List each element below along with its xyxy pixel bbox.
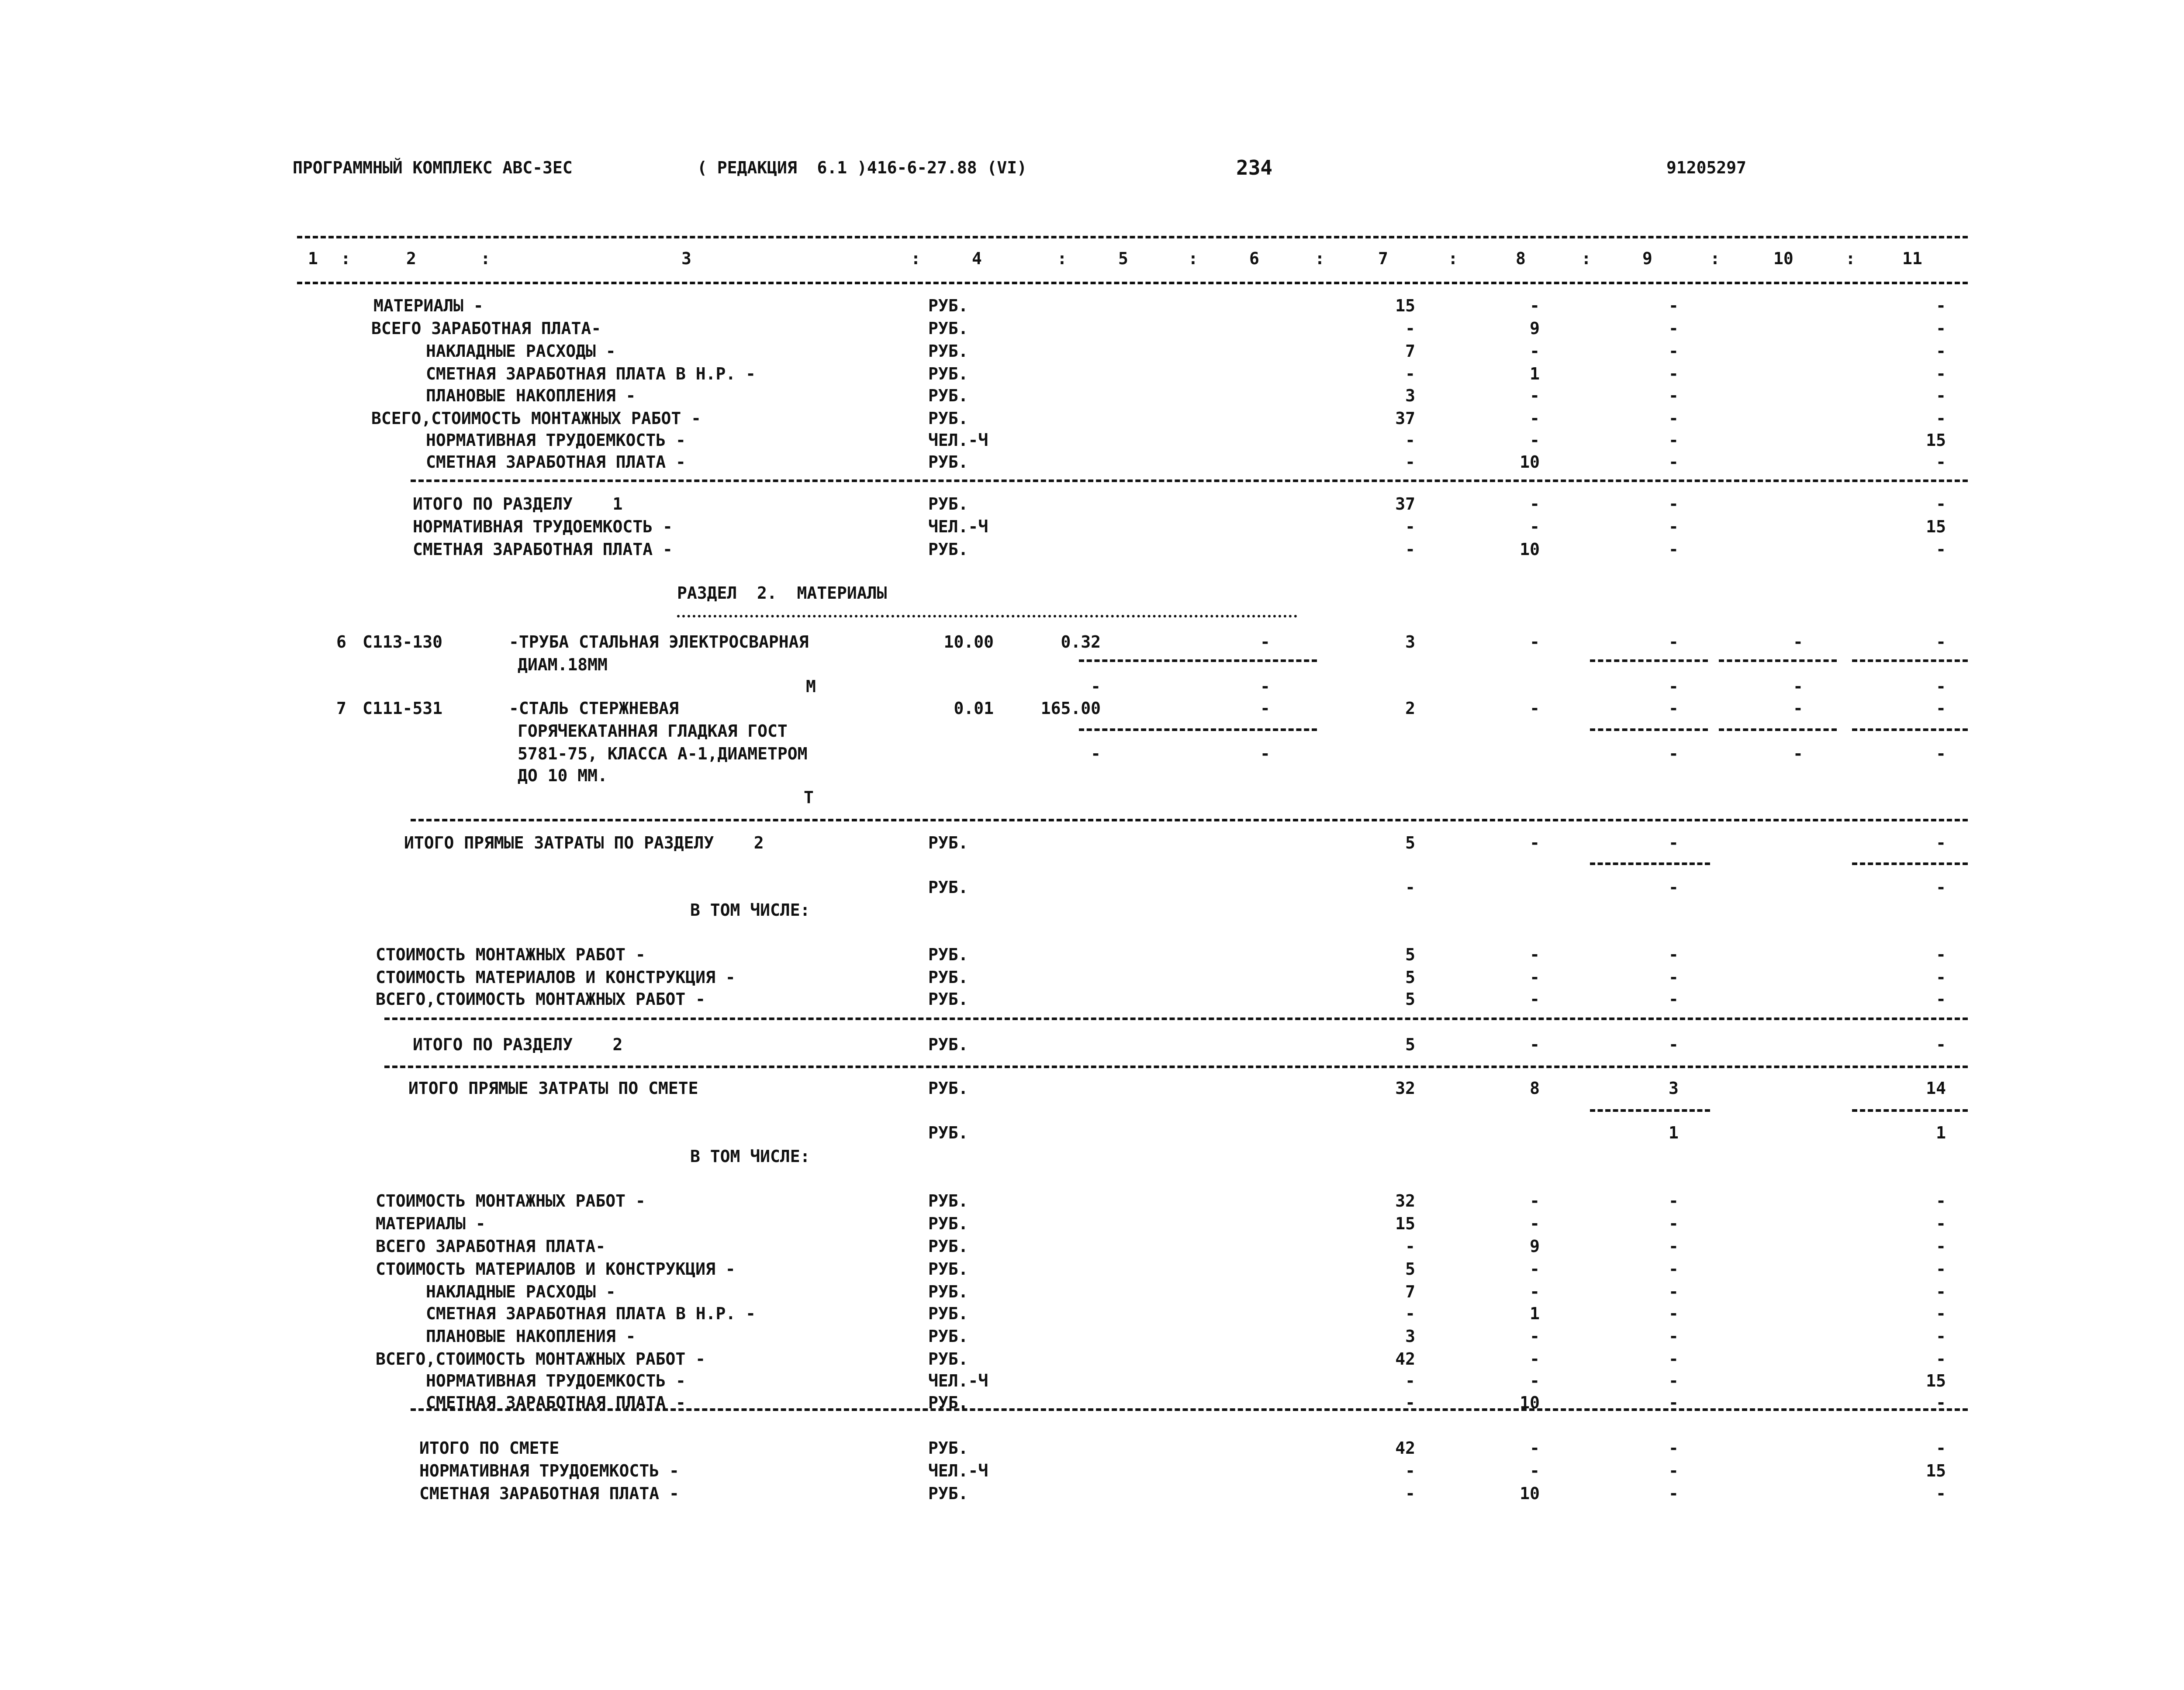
value-cell-c9: -: [1669, 1304, 1679, 1323]
value-cell-c11: -: [1936, 699, 1946, 718]
unit-cell: РУБ.: [928, 1035, 968, 1054]
row-label: СМЕТНАЯ ЗАРАБОТНАЯ ПЛАТА -: [426, 1393, 686, 1412]
value-cell-c9: -: [1669, 1484, 1679, 1503]
value-cell-c11: -: [1936, 1327, 1946, 1346]
subtotal-rule: [1590, 862, 1710, 865]
unit-cell: РУБ.: [928, 1191, 968, 1211]
value-cell-c7: -: [1405, 878, 1415, 897]
value-cell-c8: -: [1530, 632, 1540, 652]
value-cell-c7: 32: [1395, 1191, 1415, 1211]
unit-cell: ЧЕЛ.-Ч: [928, 1461, 988, 1480]
unit-cell: РУБ.: [928, 1123, 968, 1142]
value-cell-c11: 1: [1936, 1123, 1946, 1142]
value-cell-c11: 15: [1926, 517, 1946, 536]
value-cell-c8: -: [1530, 990, 1540, 1009]
subtotal-rule: [1852, 728, 1968, 731]
column-header-1: 1: [308, 249, 318, 268]
value-cell-c8: -: [1530, 1327, 1540, 1346]
row-label: М: [806, 677, 816, 696]
value-cell-c5: 165.00: [1040, 699, 1101, 718]
value-cell-c11: -: [1936, 878, 1946, 897]
column-header-4: 4: [972, 249, 982, 268]
row-label: ИТОГО ПРЯМЫЕ ЗАТРАТЫ ПО РАЗДЕЛУ 2: [404, 833, 764, 852]
value-cell-c9: -: [1669, 431, 1679, 450]
unit-cell: РУБ.: [928, 1438, 968, 1458]
value-cell-c8: 9: [1530, 1237, 1540, 1256]
section-underline: [677, 615, 1297, 617]
value-cell-c11: -: [1936, 341, 1946, 361]
subtotal-rule: [1590, 728, 1708, 731]
unit-cell: РУБ.: [928, 968, 968, 987]
value-cell-c8: -: [1530, 431, 1540, 450]
unit-cell: РУБ.: [928, 1393, 968, 1412]
unit-cell: РУБ.: [928, 1237, 968, 1256]
column-header-6: 6: [1249, 249, 1259, 268]
value-cell-c7: 5: [1405, 968, 1415, 987]
unit-cell: РУБ.: [928, 1259, 968, 1279]
table-rule: [297, 236, 1968, 238]
row-label: ДИАМ.18ММ: [518, 655, 608, 674]
value-cell-c7: -: [1405, 364, 1415, 383]
value-cell-c11: -: [1936, 296, 1946, 315]
value-cell-c7: 15: [1395, 296, 1415, 315]
subtotal-rule: [1852, 659, 1968, 662]
value-cell-c8: 10: [1520, 452, 1540, 472]
value-cell-c9: -: [1669, 1393, 1679, 1412]
column-header-8: 8: [1516, 249, 1526, 268]
unit-cell: РУБ.: [928, 1282, 968, 1301]
value-cell-c7: 5: [1405, 833, 1415, 852]
value-cell-c11: -: [1936, 833, 1946, 852]
value-cell-c11: -: [1936, 364, 1946, 383]
value-cell-c8: -: [1530, 494, 1540, 514]
value-cell-c7: -: [1405, 540, 1415, 559]
value-cell-c9: -: [1669, 1282, 1679, 1301]
unit-cell: РУБ.: [928, 341, 968, 361]
value-cell-c8: -: [1530, 517, 1540, 536]
column-separator: :: [1448, 249, 1458, 268]
row-label: ДО 10 ММ.: [518, 766, 608, 785]
position-number: 7: [336, 699, 346, 718]
value-cell-c8: -: [1530, 1191, 1540, 1211]
value-cell-c9: -: [1669, 1461, 1679, 1480]
unit-cell: РУБ.: [928, 990, 968, 1009]
value-cell-c8: -: [1530, 409, 1540, 428]
subtotal-rule: [1590, 659, 1708, 662]
value-cell-c9: -: [1669, 1191, 1679, 1211]
value-cell-c11: -: [1936, 1484, 1946, 1503]
value-cell-c11: -: [1936, 990, 1946, 1009]
unit-cell: РУБ.: [928, 945, 968, 964]
value-cell-c8: 10: [1520, 540, 1540, 559]
value-cell-c8: -: [1530, 1035, 1540, 1054]
value-cell-c6: -: [1260, 677, 1270, 696]
value-cell-c11: -: [1936, 968, 1946, 987]
value-cell-c8: -: [1530, 1371, 1540, 1390]
subtotal-rule: [1852, 862, 1968, 865]
value-cell-c7: -: [1405, 517, 1415, 536]
column-separator: :: [1710, 249, 1720, 268]
value-cell-c9: -: [1669, 364, 1679, 383]
column-separator: :: [1315, 249, 1325, 268]
value-cell-c9: -: [1669, 296, 1679, 315]
value-cell-c9: -: [1669, 540, 1679, 559]
value-cell-c11: 15: [1926, 1461, 1946, 1480]
document-code: 91205297: [1666, 158, 1747, 177]
value-cell-c11: -: [1936, 1214, 1946, 1233]
row-label: СТОИМОСТЬ МОНТАЖНЫХ РАБОТ -: [376, 1191, 646, 1211]
value-cell-c9: -: [1669, 744, 1679, 763]
row-label: СТОИМОСТЬ МАТЕРИАЛОВ И КОНСТРУКЦИЯ -: [376, 1259, 736, 1279]
value-cell-c5: 0.32: [1061, 632, 1101, 652]
value-cell-c11: -: [1936, 1282, 1946, 1301]
table-rule: [411, 819, 1968, 821]
row-label: НОРМАТИВНАЯ ТРУДОЕМКОСТЬ -: [419, 1461, 679, 1480]
value-cell-c7: -: [1405, 1484, 1415, 1503]
value-cell-c9: -: [1669, 1035, 1679, 1054]
row-label: СМЕТНАЯ ЗАРАБОТНАЯ ПЛАТА -: [413, 540, 673, 559]
value-cell-c9: -: [1669, 699, 1679, 718]
value-cell-c8: -: [1530, 1349, 1540, 1369]
row-label: В ТОМ ЧИСЛЕ:: [690, 1147, 810, 1166]
row-label: ГОРЯЧЕКАТАННАЯ ГЛАДКАЯ ГОСТ: [518, 721, 788, 741]
page-number: 234: [1236, 156, 1273, 179]
value-cell-c11: -: [1936, 452, 1946, 472]
value-cell-c11: -: [1936, 677, 1946, 696]
value-cell-c11: -: [1936, 494, 1946, 514]
subtotal-rule: [1719, 728, 1837, 731]
value-cell-c9: 3: [1669, 1079, 1679, 1098]
value-cell-c9: -: [1669, 494, 1679, 514]
row-label: ВСЕГО ЗАРАБОТНАЯ ПЛАТА-: [371, 319, 601, 338]
value-cell-c7: 15: [1395, 1214, 1415, 1233]
value-cell-c7: -: [1405, 1371, 1415, 1390]
unit-cell: РУБ.: [928, 878, 968, 897]
value-cell-c8: -: [1530, 296, 1540, 315]
value-cell-c9: -: [1669, 452, 1679, 472]
row-label: СТОИМОСТЬ МАТЕРИАЛОВ И КОНСТРУКЦИЯ -: [376, 968, 736, 987]
value-cell-c11: -: [1936, 945, 1946, 964]
subtotal-rule: [1079, 728, 1317, 731]
value-cell-c11: -: [1936, 540, 1946, 559]
unit-cell: РУБ.: [928, 1214, 968, 1233]
value-cell-c10: -: [1793, 744, 1803, 763]
value-cell-c11: -: [1936, 1438, 1946, 1458]
value-cell-c7: 37: [1395, 409, 1415, 428]
value-cell-c7: -: [1405, 1393, 1415, 1412]
value-cell-c7: 7: [1405, 1282, 1415, 1301]
unit-cell: РУБ.: [928, 833, 968, 852]
row-label: НАКЛАДНЫЕ РАСХОДЫ -: [426, 1282, 616, 1301]
row-label: -ТРУБА СТАЛЬНАЯ ЭЛЕКТРОСВАРНАЯ: [509, 632, 809, 652]
value-cell-c9: -: [1669, 517, 1679, 536]
table-rule: [411, 479, 1968, 482]
value-cell-c4: 10.00: [943, 632, 994, 652]
unit-cell: ЧЕЛ.-Ч: [928, 517, 988, 536]
value-cell-c11: -: [1936, 1349, 1946, 1369]
value-cell-c9: -: [1669, 632, 1679, 652]
column-header-2: 2: [406, 249, 416, 268]
row-label: НАКЛАДНЫЕ РАСХОДЫ -: [426, 341, 616, 361]
value-cell-c8: -: [1530, 1259, 1540, 1279]
value-cell-c7: 42: [1395, 1349, 1415, 1369]
value-cell-c11: 15: [1926, 1371, 1946, 1390]
value-cell-c11: -: [1936, 1393, 1946, 1412]
value-cell-c7: -: [1405, 1461, 1415, 1480]
subtotal-rule: [1079, 659, 1317, 662]
row-label: СМЕТНАЯ ЗАРАБОТНАЯ ПЛАТА В Н.Р. -: [426, 364, 756, 383]
value-cell-c7: 5: [1405, 1259, 1415, 1279]
row-label: Т: [804, 788, 814, 807]
unit-cell: РУБ.: [928, 452, 968, 472]
value-cell-c8: 1: [1530, 364, 1540, 383]
column-header-5: 5: [1118, 249, 1128, 268]
unit-cell: РУБ.: [928, 319, 968, 338]
row-label: ВСЕГО,СТОИМОСТЬ МОНТАЖНЫХ РАБОТ -: [371, 409, 701, 428]
value-cell-c7: 5: [1405, 990, 1415, 1009]
value-cell-c7: -: [1405, 319, 1415, 338]
subtotal-rule: [1719, 659, 1837, 662]
value-cell-c8: 8: [1530, 1079, 1540, 1098]
value-cell-c9: -: [1669, 1371, 1679, 1390]
row-label: ИТОГО ПО РАЗДЕЛУ 1: [413, 494, 623, 514]
row-label: СМЕТНАЯ ЗАРАБОТНАЯ ПЛАТА В Н.Р. -: [426, 1304, 756, 1323]
table-rule: [297, 282, 1968, 284]
value-cell-c11: 14: [1926, 1079, 1946, 1098]
value-cell-c11: -: [1936, 744, 1946, 763]
row-label: ВСЕГО,СТОИМОСТЬ МОНТАЖНЫХ РАБОТ -: [376, 1349, 705, 1369]
value-cell-c9: -: [1669, 833, 1679, 852]
column-header-10: 10: [1773, 249, 1794, 268]
edition-info: ( РЕДАКЦИЯ 6.1 )416-6-27.88 (VI): [697, 158, 1027, 177]
column-header-9: 9: [1642, 249, 1652, 268]
value-cell-c11: -: [1936, 319, 1946, 338]
row-label: В ТОМ ЧИСЛЕ:: [690, 900, 810, 920]
subtotal-rule: [1852, 1109, 1968, 1112]
value-cell-c7: 3: [1405, 1327, 1415, 1346]
value-cell-c8: -: [1530, 968, 1540, 987]
value-cell-c7: 5: [1405, 945, 1415, 964]
value-cell-c8: -: [1530, 699, 1540, 718]
unit-cell: ЧЕЛ.-Ч: [928, 1371, 988, 1390]
value-cell-c8: -: [1530, 341, 1540, 361]
column-separator: :: [480, 249, 491, 268]
row-label: 5781-75, КЛАССА А-1,ДИАМЕТРОМ: [518, 744, 808, 763]
value-cell-c9: -: [1669, 1327, 1679, 1346]
value-cell-c9: -: [1669, 677, 1679, 696]
value-cell-c7: -: [1405, 1304, 1415, 1323]
row-label: НОРМАТИВНАЯ ТРУДОЕМКОСТЬ -: [426, 1371, 686, 1390]
row-label: СМЕТНАЯ ЗАРАБОТНАЯ ПЛАТА -: [426, 452, 686, 472]
value-cell-c7: 32: [1395, 1079, 1415, 1098]
value-cell-c8: -: [1530, 833, 1540, 852]
column-header-3: 3: [681, 249, 691, 268]
value-cell-c8: 9: [1530, 319, 1540, 338]
value-cell-c6: -: [1260, 699, 1270, 718]
row-label: ИТОГО ПО РАЗДЕЛУ 2: [413, 1035, 623, 1054]
value-cell-c6: -: [1260, 744, 1270, 763]
row-label: СТОИМОСТЬ МОНТАЖНЫХ РАБОТ -: [376, 945, 646, 964]
row-label: ПЛАНОВЫЕ НАКОПЛЕНИЯ -: [426, 386, 636, 405]
unit-cell: РУБ.: [928, 494, 968, 514]
row-label: ИТОГО ПО СМЕТЕ: [419, 1438, 560, 1458]
value-cell-c7: -: [1405, 1237, 1415, 1256]
row-label: НОРМАТИВНАЯ ТРУДОЕМКОСТЬ -: [426, 431, 686, 450]
value-cell-c9: -: [1669, 341, 1679, 361]
value-cell-c9: -: [1669, 878, 1679, 897]
unit-cell: РУБ.: [928, 540, 968, 559]
value-cell-c7: 2: [1405, 699, 1415, 718]
column-header-7: 7: [1378, 249, 1388, 268]
value-cell-c9: -: [1669, 1438, 1679, 1458]
row-label: ВСЕГО,СТОИМОСТЬ МОНТАЖНЫХ РАБОТ -: [376, 990, 705, 1009]
value-cell-c11: -: [1936, 1237, 1946, 1256]
unit-cell: ЧЕЛ.-Ч: [928, 431, 988, 450]
value-cell-c7: 42: [1395, 1438, 1415, 1458]
value-cell-c8: 10: [1520, 1393, 1540, 1412]
program-title: ПРОГРАММНЫЙ КОМПЛЕКС АВС-ЗЕС: [293, 158, 573, 177]
value-cell-c11: -: [1936, 1304, 1946, 1323]
unit-cell: РУБ.: [928, 296, 968, 315]
rate-code: С111-531: [363, 699, 443, 718]
value-cell-c11: 15: [1926, 431, 1946, 450]
unit-cell: РУБ.: [928, 1349, 968, 1369]
row-label: -СТАЛЬ СТЕРЖНЕВАЯ: [509, 699, 679, 718]
column-separator: :: [1581, 249, 1591, 268]
unit-cell: РУБ.: [928, 1304, 968, 1323]
row-label: РАЗДЕЛ 2. МАТЕРИАЛЫ: [677, 583, 887, 603]
value-cell-c9: -: [1669, 945, 1679, 964]
value-cell-c7: 7: [1405, 341, 1415, 361]
value-cell-c8: -: [1530, 1214, 1540, 1233]
value-cell-c11: -: [1936, 1191, 1946, 1211]
row-label: ПЛАНОВЫЕ НАКОПЛЕНИЯ -: [426, 1327, 636, 1346]
value-cell-c11: -: [1936, 409, 1946, 428]
value-cell-c9: -: [1669, 386, 1679, 405]
value-cell-c8: -: [1530, 1282, 1540, 1301]
value-cell-c7: 3: [1405, 386, 1415, 405]
value-cell-c11: -: [1936, 386, 1946, 405]
position-number: 6: [336, 632, 346, 652]
value-cell-c5: -: [1091, 677, 1101, 696]
value-cell-c7: 3: [1405, 632, 1415, 652]
value-cell-c10: -: [1793, 677, 1803, 696]
value-cell-c11: -: [1936, 632, 1946, 652]
column-separator: :: [1845, 249, 1856, 268]
value-cell-c5: -: [1091, 744, 1101, 763]
value-cell-c9: -: [1669, 968, 1679, 987]
column-separator: :: [1188, 249, 1198, 268]
column-separator: :: [1057, 249, 1067, 268]
row-label: СМЕТНАЯ ЗАРАБОТНАЯ ПЛАТА -: [419, 1484, 679, 1503]
value-cell-c8: -: [1530, 386, 1540, 405]
row-label: МАТЕРИАЛЫ -: [376, 1214, 486, 1233]
value-cell-c8: -: [1530, 1461, 1540, 1480]
value-cell-c8: 1: [1530, 1304, 1540, 1323]
unit-cell: РУБ.: [928, 1327, 968, 1346]
value-cell-c7: 5: [1405, 1035, 1415, 1054]
unit-cell: РУБ.: [928, 409, 968, 428]
table-rule: [384, 1066, 1968, 1068]
unit-cell: РУБ.: [928, 1079, 968, 1098]
value-cell-c8: -: [1530, 945, 1540, 964]
value-cell-c9: -: [1669, 409, 1679, 428]
value-cell-c9: -: [1669, 1237, 1679, 1256]
value-cell-c10: -: [1793, 632, 1803, 652]
value-cell-c7: 37: [1395, 494, 1415, 514]
rate-code: С113-130: [363, 632, 443, 652]
value-cell-c9: -: [1669, 990, 1679, 1009]
value-cell-c11: -: [1936, 1259, 1946, 1279]
column-separator: :: [341, 249, 351, 268]
unit-cell: РУБ.: [928, 1484, 968, 1503]
value-cell-c11: -: [1936, 1035, 1946, 1054]
value-cell-c8: -: [1530, 1438, 1540, 1458]
column-separator: :: [911, 249, 921, 268]
value-cell-c7: -: [1405, 452, 1415, 472]
row-label: ИТОГО ПРЯМЫЕ ЗАТРАТЫ ПО СМЕТЕ: [408, 1079, 698, 1098]
row-label: НОРМАТИВНАЯ ТРУДОЕМКОСТЬ -: [413, 517, 673, 536]
value-cell-c9: -: [1669, 1214, 1679, 1233]
unit-cell: РУБ.: [928, 386, 968, 405]
value-cell-c4: 0.01: [954, 699, 994, 718]
column-header-11: 11: [1902, 249, 1922, 268]
value-cell-c9: -: [1669, 1349, 1679, 1369]
row-label: ВСЕГО ЗАРАБОТНАЯ ПЛАТА-: [376, 1237, 606, 1256]
table-rule: [384, 1017, 1968, 1020]
unit-cell: РУБ.: [928, 364, 968, 383]
row-label: МАТЕРИАЛЫ -: [373, 296, 484, 315]
value-cell-c8: 10: [1520, 1484, 1540, 1503]
value-cell-c6: -: [1260, 632, 1270, 652]
subtotal-rule: [1590, 1109, 1710, 1112]
value-cell-c9: 1: [1669, 1123, 1679, 1142]
value-cell-c9: -: [1669, 1259, 1679, 1279]
value-cell-c9: -: [1669, 319, 1679, 338]
value-cell-c7: -: [1405, 431, 1415, 450]
value-cell-c10: -: [1793, 699, 1803, 718]
